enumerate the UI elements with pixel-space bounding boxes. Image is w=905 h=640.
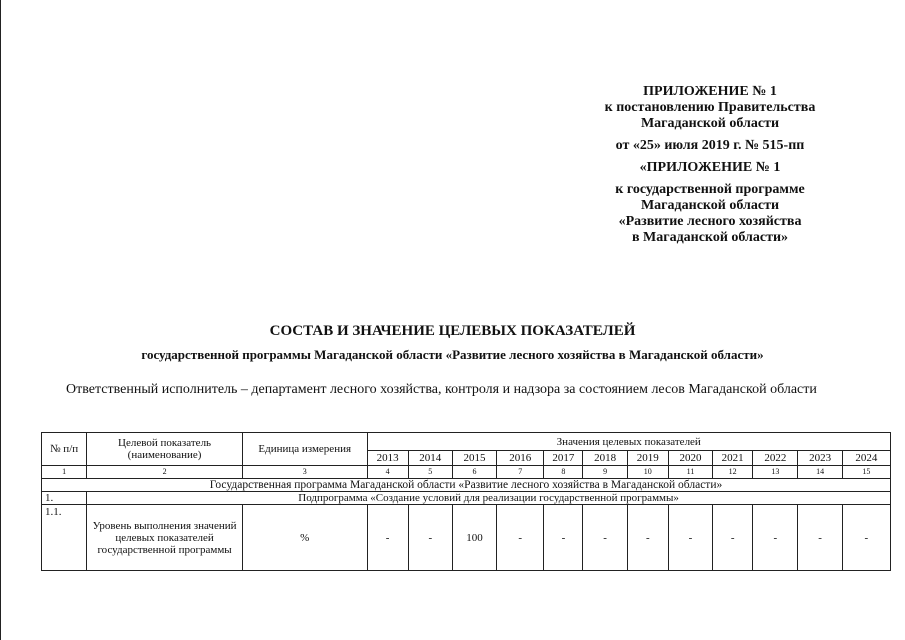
year-header: 2023 — [798, 451, 842, 466]
indicator-value: - — [497, 505, 544, 571]
year-header: 2021 — [713, 451, 753, 466]
appendix-program-name: «Развитие лесного хозяйства — [618, 214, 802, 229]
indicator-value: - — [713, 505, 753, 571]
indicator-value: 100 — [452, 505, 496, 571]
column-number: 3 — [242, 466, 367, 479]
column-number: 15 — [842, 466, 890, 479]
table-row — [42, 505, 891, 571]
column-number: 5 — [408, 466, 452, 479]
column-number: 13 — [753, 466, 798, 479]
indicator-value: - — [583, 505, 627, 571]
year-header: 2013 — [367, 451, 408, 466]
indicator-value: - — [668, 505, 712, 571]
column-number: 6 — [452, 466, 496, 479]
appendix-block — [560, 84, 860, 246]
column-number: 7 — [497, 466, 544, 479]
year-header: 2014 — [408, 451, 452, 466]
appendix-region-line: Магаданской области — [640, 116, 780, 131]
indicator-value: - — [753, 505, 798, 571]
appendix-program-name-end: в Магаданской области» — [631, 230, 789, 245]
column-number: 2 — [87, 466, 243, 479]
column-number: 14 — [798, 466, 842, 479]
appendix-date-line: от «25» июля 2019 г. № 515-пп — [615, 138, 805, 153]
responsible-executor: Ответственный исполнитель – департамент лесного хозяйства, контроля и надзора за состоянием лесов Магаданской области — [66, 382, 817, 397]
column-number: 9 — [583, 466, 627, 479]
indicator-value: - — [367, 505, 408, 571]
indicator-value: - — [544, 505, 583, 571]
indicator-num: 1.1. — [42, 505, 87, 571]
indicator-value: - — [627, 505, 668, 571]
year-header: 2024 — [842, 451, 890, 466]
subprogram-name: Подпрограмма «Создание условий для реализации государственной программы» — [87, 492, 891, 505]
column-number: 10 — [627, 466, 668, 479]
indicator-unit: % — [242, 505, 367, 571]
year-header: 2022 — [753, 451, 798, 466]
header-values: Значения целевых показателей — [367, 433, 891, 451]
subprogram-num: 1. — [42, 492, 87, 505]
header-unit: Единица измерения — [242, 433, 367, 466]
year-header: 2016 — [497, 451, 544, 466]
indicator-value: - — [798, 505, 842, 571]
appendix-original-title: «ПРИЛОЖЕНИЕ № 1 — [639, 160, 781, 175]
year-header: 2018 — [583, 451, 627, 466]
appendix-program-line: к государственной программе — [615, 182, 805, 197]
header-num: № п/п — [42, 433, 87, 466]
column-number: 4 — [367, 466, 408, 479]
program-row: Государственная программа Магаданской области «Развитие лесного хозяйства в Магаданской области» — [42, 479, 891, 492]
year-header: 2019 — [627, 451, 668, 466]
column-number: 12 — [713, 466, 753, 479]
document-subtitle: государственной программы Магаданской области «Развитие лесного хозяйства в Магаданской области» — [141, 347, 764, 362]
year-header: 2017 — [544, 451, 583, 466]
header-indicator: Целевой показатель (наименование) — [87, 433, 243, 466]
appendix-resolution-line: к постановлению Правительства — [604, 100, 816, 115]
year-header: 2015 — [452, 451, 496, 466]
year-header: 2020 — [668, 451, 712, 466]
indicators-table — [41, 432, 891, 571]
appendix-title: ПРИЛОЖЕНИЕ № 1 — [643, 84, 777, 99]
appendix-program-region: Магаданской области — [640, 198, 780, 213]
column-number: 11 — [668, 466, 712, 479]
column-number: 1 — [42, 466, 87, 479]
indicator-name: Уровень выполнения значений целевых показателей государственной программы — [87, 505, 243, 571]
document-title: СОСТАВ И ЗНАЧЕНИЕ ЦЕЛЕВЫХ ПОКАЗАТЕЛЕЙ — [269, 323, 636, 339]
indicator-value: - — [842, 505, 890, 571]
indicator-value: - — [408, 505, 452, 571]
scan-edge-line — [0, 0, 1, 640]
column-number: 8 — [544, 466, 583, 479]
